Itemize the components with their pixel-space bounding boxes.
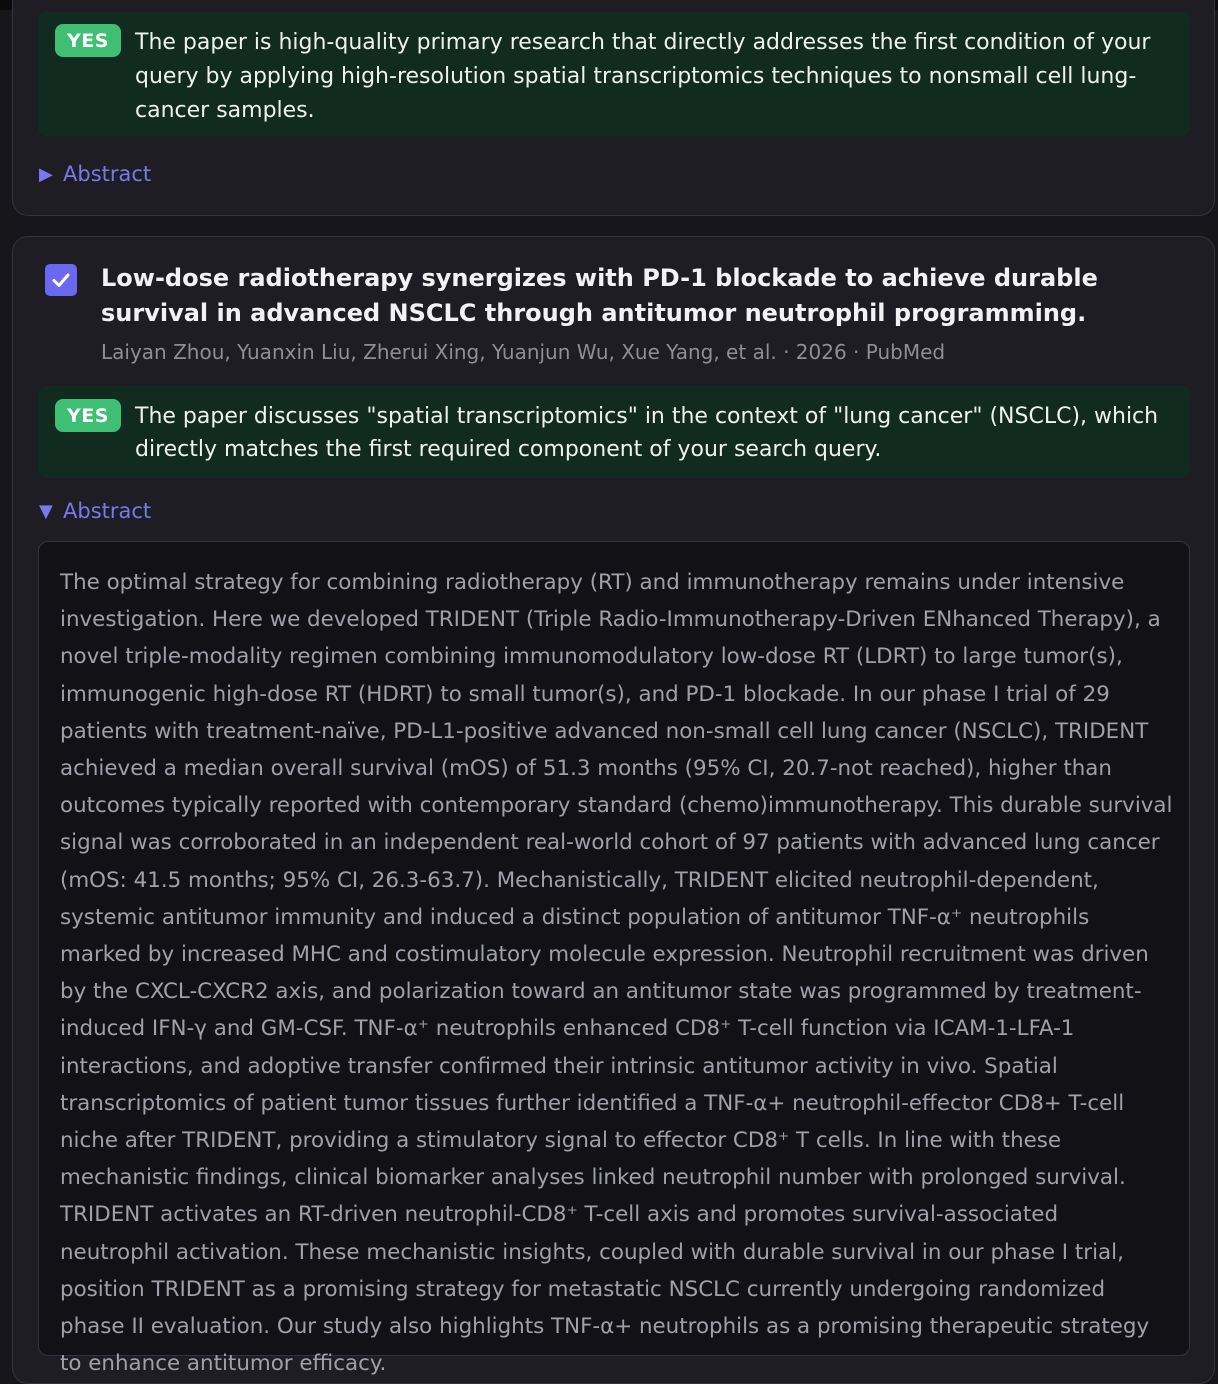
abstract-toggle-label: Abstract (63, 499, 152, 523)
triangle-down-icon: ▼ (39, 500, 53, 522)
abstract-toggle[interactable] (39, 162, 151, 186)
paper-title[interactable]: Low-dose radiotherapy synergizes with PD-1 blockade to achieve durable survival in advanced NSCLC through antitumor neutrophil programming. (101, 264, 1098, 327)
abstract-toggle[interactable] (39, 499, 151, 523)
relevance-verdict (38, 12, 1190, 136)
verdict-badge: YES (55, 399, 121, 432)
paper-meta: Laiyan Zhou, Yuanxin Liu, Zherui Xing, Yuanjun Wu, Xue Yang, et al. · 2026 · PubMed (101, 340, 946, 364)
abstract-text: The optimal strategy for combining radiotherapy (RT) and immunotherapy remains under intensive investigation. Here we developed TRIDENT (Triple Radio-Immunotherapy-Driven ENhanced Therapy), a novel triple-modality regimen combining immunomodulatory low-dose RT (LDRT) to large tumor(s), immunogenic high-dose RT (HDRT) to small tumor(s), and PD-1 blockade. In our phase I trial of 29 patients with treatment-naïve, PD-L1-positive advanced non-small cell lung cancer (NSCLC), TRIDENT achieved a median overall survival (mOS) of 51.3 months (95% CI, 20.7-not reached), higher than outcomes typically reported with contemporary standard (chemo)immunotherapy. This durable survival signal was corroborated in an independent real-world cohort of 97 patients with advanced lung cancer (mOS: 41.5 months; 95% CI, 26.3-63.7). Mechanistically, TRIDENT elicited neutrophil-dependent, systemic antitumor immunity and induced a distinct population of antitumor TNF-α⁺ neutrophils marked by increased MHC and costimulatory molecule expression. Neutrophil recruitment was driven by the CXCL-CXCR2 axis, and polarization toward an antitumor state was programmed by treatment-induced IFN-γ and GM-CSF. TNF-α⁺ neutrophils enhanced CD8⁺ T-cell function via ICAM-1-LFA-1 interactions, and adoptive transfer confirmed their intrinsic antitumor activity in vivo. Spatial transcriptomics of patient tumor tissues further identified a TNF-α+ neutrophil-effector CD8+ T-cell niche after TRIDENT, providing a stimulatory signal to effector CD8⁺ T cells. In line with these mechanistic findings, clinical biomarker analyses linked neutrophil number with prolonged survival. TRIDENT activates an RT-driven neutrophil-CD8⁺ T-cell axis and promotes survival-associated neutrophil activation. These mechanistic insights, coupled with durable survival in our phase I trial, position TRIDENT as a promising strategy for metastatic NSCLC currently undergoing randomized phase II evaluation. Our study also highlights TNF-α+ neutrophils as a promising therapeutic strategy to enhance antitumor efficacy. (60, 570, 1173, 1377)
verdict-text: The paper is high-quality primary research that directly addresses the first condition of your query by applying high-resolution spatial transcriptomics techniques to nonsmall cell lung-cancer samples. (135, 30, 1151, 123)
abstract-panel (38, 541, 1190, 1377)
checkmark-icon (50, 269, 72, 291)
relevance-verdict (38, 386, 1190, 478)
verdict-badge: YES (55, 24, 121, 57)
abstract-toggle-label: Abstract (63, 162, 152, 186)
verdict-text: The paper discusses "spatial transcriptomics" in the context of "lung cancer" (NSCLC), which directly matches the first required component of your search query. (135, 404, 1159, 462)
result-card (12, 0, 1215, 216)
select-checkbox[interactable] (45, 264, 77, 296)
result-card (12, 236, 1215, 1384)
triangle-right-icon: ▶ (39, 163, 53, 185)
